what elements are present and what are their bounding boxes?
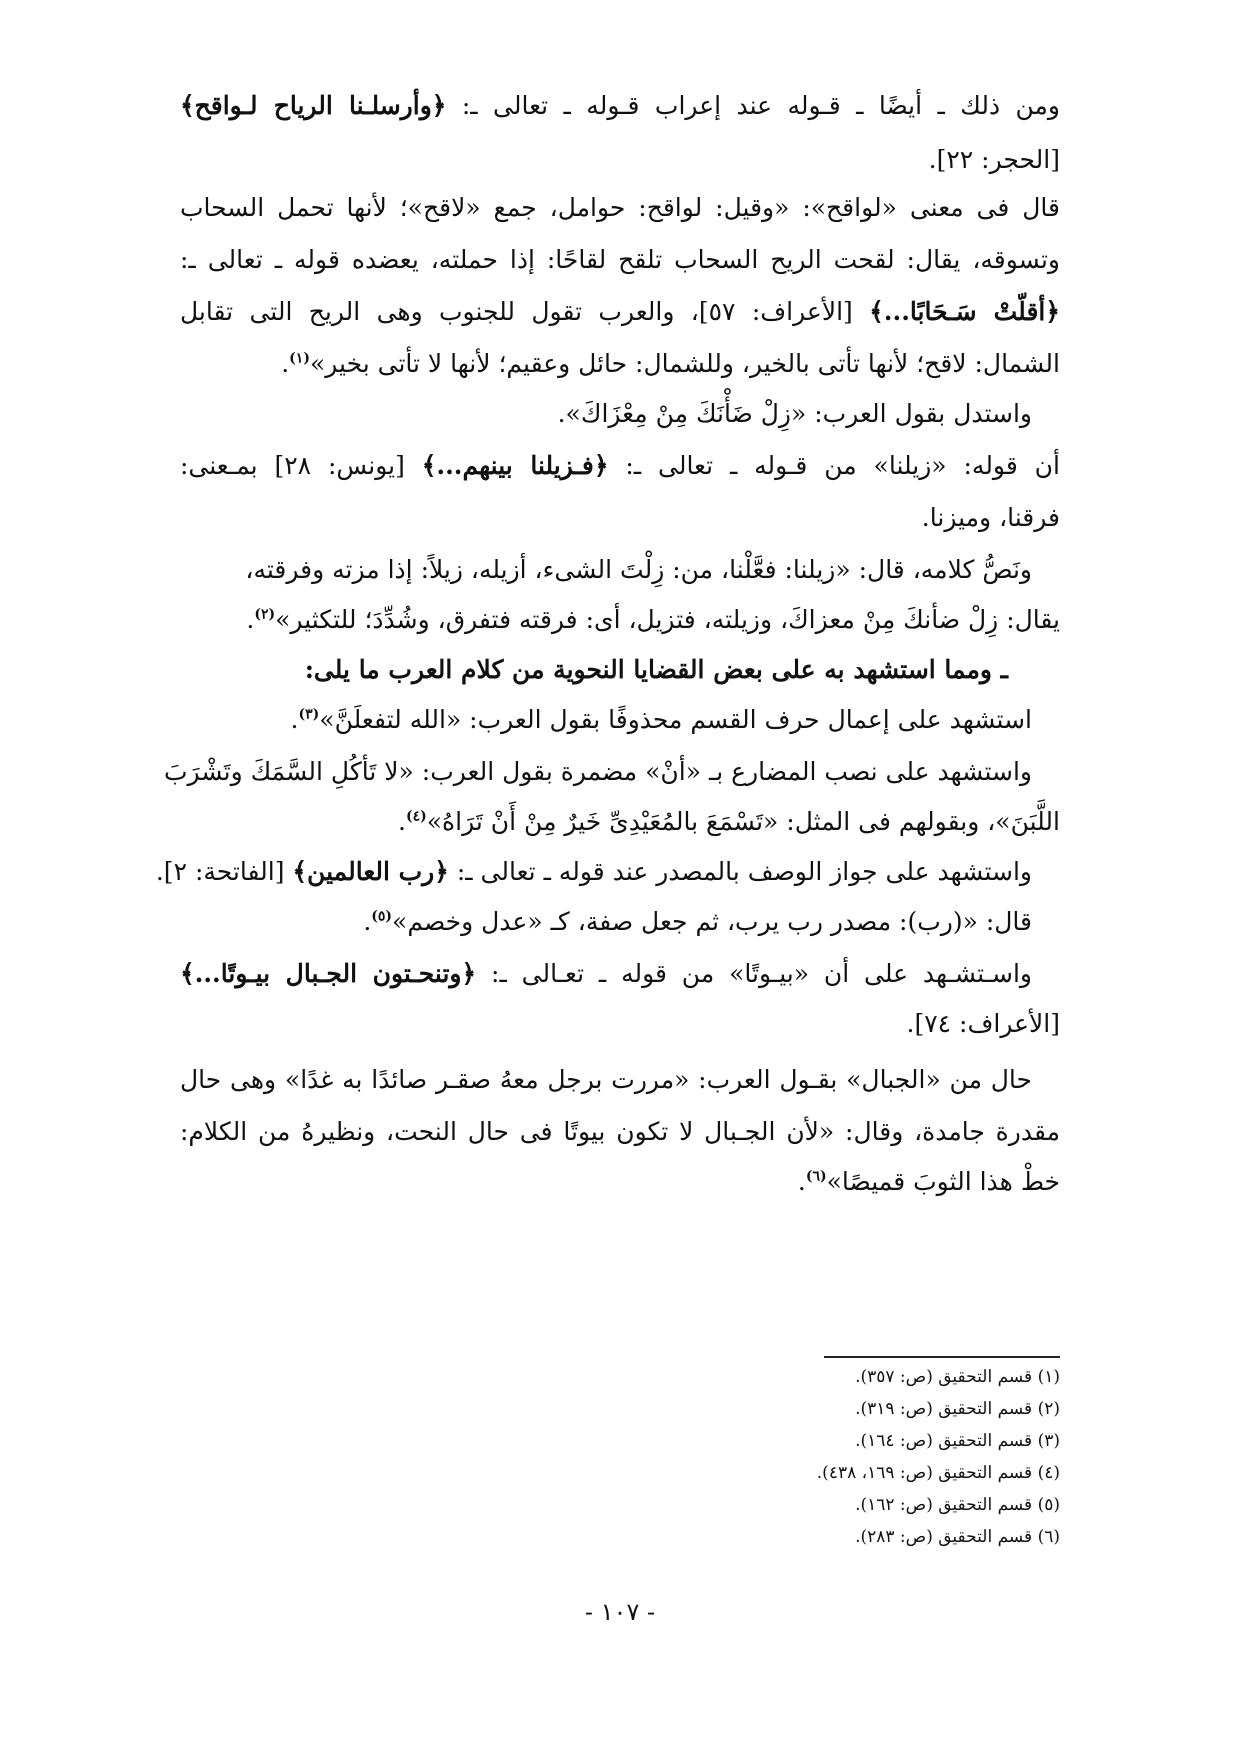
line-text: ومن ذلك ـ أيضًا ـ قـوله عند إعراب قـوله ـ تعالى ـ: xyxy=(461,91,1060,120)
period: . xyxy=(281,349,290,378)
quran-quote: ﴿رب العالمين﴾ xyxy=(292,857,449,886)
body-line-3 xyxy=(180,188,1060,228)
period: . xyxy=(398,807,406,836)
heading-text: ـ ومما استشهد به على بعض القضايا النحوية من كلام العرب ما يلى: xyxy=(304,655,1008,684)
page-number: - ١٠٧ - xyxy=(584,1598,656,1626)
line-text: [الأعراف: ٥٧]، والعرب تقول للجنوب وهى الريح التى تقابل xyxy=(180,297,853,326)
section-heading xyxy=(128,650,1008,690)
line-text: قال: «(رب): مصدر رب يرب، ثم جعل صفة، كـ «عدل وخصم» xyxy=(392,907,1032,936)
footnote-3: (٣) قسم التحقيق (ص: ١٦٤). xyxy=(855,1431,1060,1451)
quran-quote: ﴿فـزيلنا بينهم...﴾ xyxy=(421,451,609,480)
footnote-ref: (٣) xyxy=(298,706,320,723)
line-text: مقدرة جامدة، وقال: «لأن الجـبال لا تكون بيوتًا فى حال النحت، ونظيرهُ من الكلام: xyxy=(180,1117,1060,1146)
footnote-ref: (٦) xyxy=(805,1168,827,1185)
line-text: ونَصُّ كلامه، قال: «زيلنا: فعَّلْنا، من: زِلْتَ الشىء، أزيله، زيلاً: إذا مزته وفرقته، xyxy=(245,555,1032,584)
body-line-8 xyxy=(180,446,1060,486)
line-text: [الفاتحة: ٢]. xyxy=(155,857,285,886)
body-line-11 xyxy=(180,600,1060,640)
line-text: حال من «الجبال» بقـول العرب: «مررت برجل معهُ صقـر صائدًا به غدًا» وهى حال xyxy=(180,1065,1032,1094)
period: . xyxy=(290,705,299,734)
body-line-18 xyxy=(180,954,1032,994)
line-text: واسـتشـهد على أن «بيـوتًا» من قوله ـ تعـالى ـ: xyxy=(491,959,1032,988)
footnote-5: (٥) قسم التحقيق (ص: ١٦٢). xyxy=(855,1495,1060,1515)
body-line-17 xyxy=(152,902,1032,942)
line-text: اللَّبَنَ»، وبقولهم فى المثل: «تَسْمَعَ بالمُعَيْدِىِّ خَيرٌ مِنْ أَنْ تَرَاهُ» xyxy=(426,807,1060,836)
line-text: واستشهد على جواز الوصف بالمصدر عند قوله ـ تعالى ـ: xyxy=(456,857,1032,886)
line-text: واستشهد على نصب المضارع بـ «أنْ» مضمرة بقول العرب: «لا تَأكُلِ السَّمَكَ وتَشْرَبَ xyxy=(163,757,1032,786)
footnote-ref: (٤) xyxy=(405,808,427,825)
line-text: [يونس: ٢٨] بمـعنى: xyxy=(180,451,405,480)
body-line-2 xyxy=(180,140,1060,180)
line-text: أن قوله: «زيلنا» من قـوله ـ تعالى ـ: xyxy=(625,451,1060,480)
body-line-4 xyxy=(180,240,1060,280)
body-line-7 xyxy=(152,394,1032,434)
body-line-15 xyxy=(180,802,1060,842)
footnote-ref: (٥) xyxy=(371,908,393,925)
line-text: واستدل بقول العرب: «زِلْ ضَأْنَكَ مِنْ مِعْزَاكَ». xyxy=(557,399,1032,428)
body-line-21 xyxy=(180,1112,1060,1152)
body-line-5 xyxy=(180,292,1060,332)
body-line-19 xyxy=(180,1004,1060,1044)
footnote-ref: (٢) xyxy=(254,606,276,623)
body-line-6 xyxy=(180,344,1060,384)
body-line-1 xyxy=(180,86,1060,126)
line-text: [الأعراف: ٧٤]. xyxy=(906,1009,1060,1038)
line-text: قال فى معنى «لواقح»: «وقيل: لواقح: حوامل، جمع «لاقح»؛ لأنها تحمل السحاب xyxy=(180,193,1060,222)
quran-quote: ﴿وأرسلـنا الرياح لـواقح﴾ xyxy=(180,91,447,120)
line-text: [الحجر: ٢٢]. xyxy=(928,145,1060,174)
footnote-ref: (١) xyxy=(289,350,310,367)
body-line-13 xyxy=(152,700,1032,740)
quran-quote: ﴿وتنحـتون الجـبال بيـوتًا...﴾ xyxy=(180,959,477,988)
footnote-divider xyxy=(824,1356,1060,1358)
line-text: يقال: زِلْ ضأنكَ مِنْ معزاكَ، وزيلته، فتزيل، أى: فرقته فتفرق، وشُدِّدَ؛ للتكثير» xyxy=(275,605,1060,634)
footnote-6: (٦) قسم التحقيق (ص: ٢٨٣). xyxy=(855,1527,1060,1547)
body-line-20 xyxy=(180,1060,1032,1100)
body-line-16 xyxy=(152,852,1032,892)
line-text: الشمال: لاقح؛ لأنها تأتى بالخير، وللشمال: حائل وعقيم؛ لأنها لا تأتى بخير» xyxy=(309,349,1060,378)
footnote-1: (١) قسم التحقيق (ص: ٣٥٧). xyxy=(855,1367,1060,1387)
line-text: استشهد على إعمال حرف القسم محذوفًا بقول العرب: «الله لتفعلَنَّ» xyxy=(319,705,1032,734)
line-text: وتسوقه، يقال: لقحت الريح السحاب تلقح لقاحًا: إذا حملته، يعضده قوله ـ تعالى ـ: xyxy=(180,245,1060,274)
period: . xyxy=(797,1167,806,1196)
footnote-4: (٤) قسم التحقيق (ص: ١٦٩، ٤٣٨). xyxy=(816,1463,1060,1483)
footnote-2: (٢) قسم التحقيق (ص: ٣١٩). xyxy=(855,1399,1060,1419)
body-line-22 xyxy=(180,1162,1060,1202)
body-line-10 xyxy=(180,550,1032,590)
line-text: فرقنا، وميزنا. xyxy=(921,503,1060,532)
line-text: خطْ هذا الثوبَ قميصًا» xyxy=(826,1167,1060,1196)
period: . xyxy=(246,605,255,634)
body-line-14 xyxy=(163,752,1032,792)
quran-quote: ﴿أقلّتْ سَـحَابًا...﴾ xyxy=(869,297,1060,326)
body-line-9 xyxy=(180,498,1060,538)
period: . xyxy=(363,907,372,936)
